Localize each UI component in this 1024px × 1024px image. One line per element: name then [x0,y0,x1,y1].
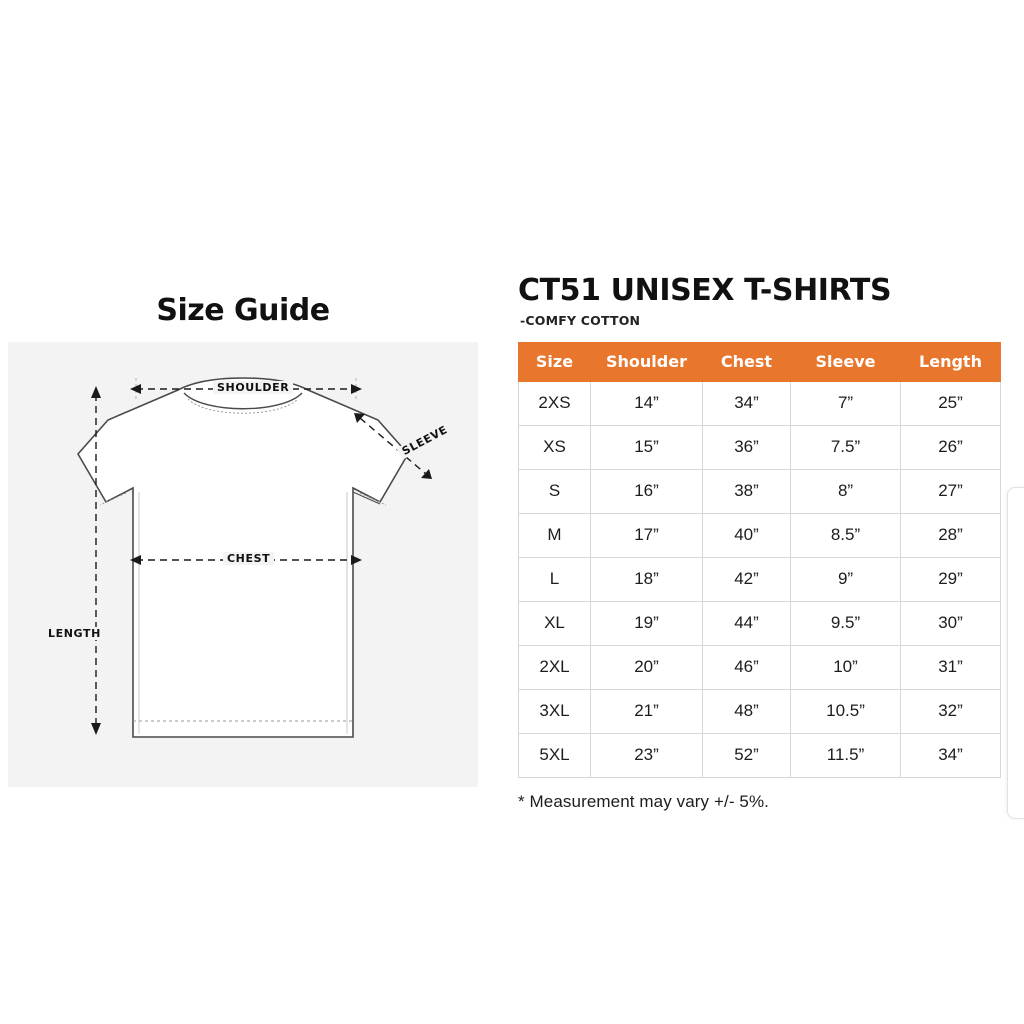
table-row [519,733,1001,777]
label-chest: CHEST [223,552,274,565]
cell-measurement: 19” [591,601,703,645]
tshirt-illustration [8,342,478,787]
cell-measurement: 36” [703,425,791,469]
table-row [519,689,1001,733]
cell-measurement: 14” [591,381,703,425]
cell-size: S [519,469,591,513]
label-length: LENGTH [44,627,105,640]
cell-measurement: 32” [901,689,1001,733]
cell-measurement: 48” [703,689,791,733]
table-row [519,645,1001,689]
column-header-length: Length [901,342,1001,381]
cell-measurement: 8.5” [791,513,901,557]
cell-measurement: 31” [901,645,1001,689]
cell-measurement: 46” [703,645,791,689]
cell-size: 2XL [519,645,591,689]
cell-measurement: 7” [791,381,901,425]
cell-measurement: 29” [901,557,1001,601]
cell-size: XS [519,425,591,469]
cell-measurement: 23” [591,733,703,777]
cell-size: 5XL [519,733,591,777]
cell-measurement: 28” [901,513,1001,557]
cell-measurement: 17” [591,513,703,557]
cell-size: L [519,557,591,601]
column-header-size: Size [519,342,591,381]
label-sleeve: SLEEVE [396,421,453,460]
cell-size: M [519,513,591,557]
size-guide-panel [8,275,478,795]
cell-measurement: 9” [791,557,901,601]
table-row [519,557,1001,601]
cell-measurement: 7.5” [791,425,901,469]
cell-measurement: 26” [901,425,1001,469]
product-title: CT51 UNISEX T-SHIRTS [518,273,892,308]
cell-measurement: 25” [901,381,1001,425]
size-chart-table [518,342,1001,778]
table-row [519,601,1001,645]
table-row [519,381,1001,425]
column-header-sleeve: Sleeve [791,342,901,381]
cell-measurement: 11.5” [791,733,901,777]
label-shoulder: SHOULDER [213,381,293,394]
cell-measurement: 9.5” [791,601,901,645]
cell-measurement: 44” [703,601,791,645]
cell-measurement: 10” [791,645,901,689]
cell-measurement: 27” [901,469,1001,513]
table-row [519,513,1001,557]
table-header-row [519,342,1001,381]
adjacent-card-edge [1007,487,1024,819]
table-row [519,425,1001,469]
cell-measurement: 10.5” [791,689,901,733]
column-header-chest: Chest [703,342,791,381]
measurement-footnote: * Measurement may vary +/- 5%. [518,791,770,811]
table-row [519,469,1001,513]
cell-measurement: 30” [901,601,1001,645]
cell-measurement: 18” [591,557,703,601]
cell-size: XL [519,601,591,645]
cell-measurement: 38” [703,469,791,513]
cell-measurement: 34” [901,733,1001,777]
cell-size: 2XS [519,381,591,425]
size-guide-title: Size Guide [156,293,330,328]
cell-measurement: 40” [703,513,791,557]
cell-measurement: 15” [591,425,703,469]
cell-measurement: 42” [703,557,791,601]
column-header-shoulder: Shoulder [591,342,703,381]
cell-measurement: 34” [703,381,791,425]
cell-size: 3XL [519,689,591,733]
product-subtitle: -COMFY COTTON [520,312,641,328]
cell-measurement: 20” [591,645,703,689]
cell-measurement: 52” [703,733,791,777]
cell-measurement: 8” [791,469,901,513]
cell-measurement: 21” [591,689,703,733]
cell-measurement: 16” [591,469,703,513]
size-table-panel [518,275,1008,812]
